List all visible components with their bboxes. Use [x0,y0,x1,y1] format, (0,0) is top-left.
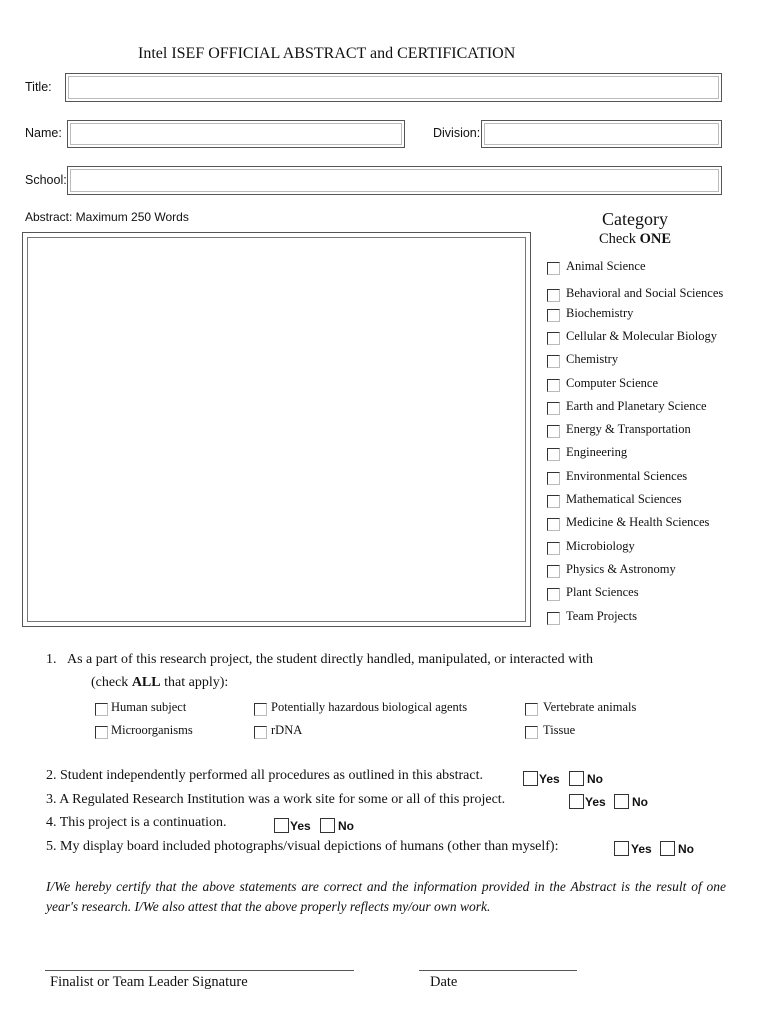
division-field[interactable] [481,120,722,148]
option-microorganisms: Microorganisms [111,723,193,737]
question-5-yes-label: Yes [631,842,652,856]
question-4-yes-label: Yes [290,819,311,833]
category-item-label: Medicine & Health Sciences [566,515,710,529]
question-3-yes-label: Yes [585,795,606,809]
date-line[interactable] [419,970,577,971]
abstract-frame [22,232,531,627]
option-rdna: rDNA [271,723,303,737]
category-item-label: Mathematical Sciences [566,492,682,506]
question-3-no-checkbox[interactable] [614,794,629,809]
option-tissue: Tissue [543,723,576,737]
question-5-no-checkbox[interactable] [660,841,675,856]
checkbox-microorganisms[interactable] [95,726,108,739]
category-item-label: Physics & Astronomy [566,562,676,576]
checkbox-rdna[interactable] [254,726,267,739]
abstract-textarea[interactable] [27,237,526,622]
title-label: Title: [25,80,52,94]
category-item-label: Earth and Planetary Science [566,399,707,413]
category-checkbox[interactable] [547,425,560,438]
category-checkbox[interactable] [547,448,560,461]
question-4-no-checkbox[interactable] [320,818,335,833]
category-checkbox[interactable] [547,565,560,578]
question-2: 2. Student independently performed all procedures as outlined in this abstract. [46,768,483,783]
category-checkbox[interactable] [547,472,560,485]
page-title: Intel ISEF OFFICIAL ABSTRACT and CERTIFICATION [138,45,516,62]
name-label: Name: [25,126,62,140]
question-1-instruction: (check ALL that apply): [91,675,229,690]
date-label: Date [430,974,458,990]
category-checkbox[interactable] [547,588,560,601]
category-item-label: Animal Science [566,259,646,273]
option-human-subject: Human subject [111,700,187,714]
category-checkbox[interactable] [547,309,560,322]
question-5-no-label: No [678,842,694,856]
category-checkbox[interactable] [547,355,560,368]
category-checkbox[interactable] [547,612,560,625]
category-checkbox[interactable] [547,262,560,275]
abstract-label: Abstract: Maximum 250 Words [25,210,189,224]
question-5: 5. My display board included photographs/visual depictions of humans (other than myself): [46,839,559,854]
category-checkbox[interactable] [547,495,560,508]
checkbox-tissue[interactable] [525,726,538,739]
checkbox-hazardous-agents[interactable] [254,703,267,716]
category-heading: Category [602,209,668,229]
signature-label: Finalist or Team Leader Signature [50,974,248,990]
question-4-yes-checkbox[interactable] [274,818,289,833]
school-label: School: [25,173,67,187]
question-2-yes-label: Yes [539,772,560,786]
title-field[interactable] [65,73,722,102]
division-label: Division: [433,126,481,140]
category-item-label: Chemistry [566,352,619,366]
category-item-label: Microbiology [566,539,635,553]
question-3-yes-checkbox[interactable] [569,794,584,809]
question-3-no-label: No [632,795,648,809]
signature-line[interactable] [45,970,354,971]
category-item-label: Biochemistry [566,306,634,320]
school-field[interactable] [67,166,722,195]
category-checkbox[interactable] [547,332,560,345]
question-2-yes-checkbox[interactable] [523,771,538,786]
question-4-no-label: No [338,819,354,833]
category-checkbox[interactable] [547,518,560,531]
category-item-label: Team Projects [566,609,637,623]
question-2-no-checkbox[interactable] [569,771,584,786]
certification-statement: I/We hereby certify that the above statements are correct and the information provided in the Abstract is the result of one year's research. I/We also attest that the above properly reflects my/our own work. [46,879,726,914]
category-instruction: Check ONE [598,231,672,247]
question-3: 3. A Regulated Research Institution was a work site for some or all of this project. [46,792,506,807]
category-item-label: Computer Science [566,376,658,390]
checkbox-human-subject[interactable] [95,703,108,716]
category-checkbox[interactable] [547,379,560,392]
option-vertebrate-animals: Vertebrate animals [543,700,637,714]
category-item-label: Energy & Transportation [566,422,691,436]
category-checkbox[interactable] [547,289,560,302]
category-checkbox[interactable] [547,542,560,555]
category-item-label: Engineering [566,445,628,459]
category-item-label: Plant Sciences [566,585,639,599]
question-1: 1. As a part of this research project, the student directly handled, manipulated, or interacted with [46,652,593,667]
category-item-label: Cellular & Molecular Biology [566,329,718,343]
name-field[interactable] [67,120,405,148]
question-5-yes-checkbox[interactable] [614,841,629,856]
option-hazardous-agents: Potentially hazardous biological agents [271,700,468,714]
category-checkbox[interactable] [547,402,560,415]
checkbox-vertebrate-animals[interactable] [525,703,538,716]
category-item-label: Behavioral and Social Sciences [566,286,724,300]
question-4: 4. This project is a continuation. [46,815,227,830]
question-2-no-label: No [587,772,603,786]
category-item-label: Environmental Sciences [566,469,688,483]
